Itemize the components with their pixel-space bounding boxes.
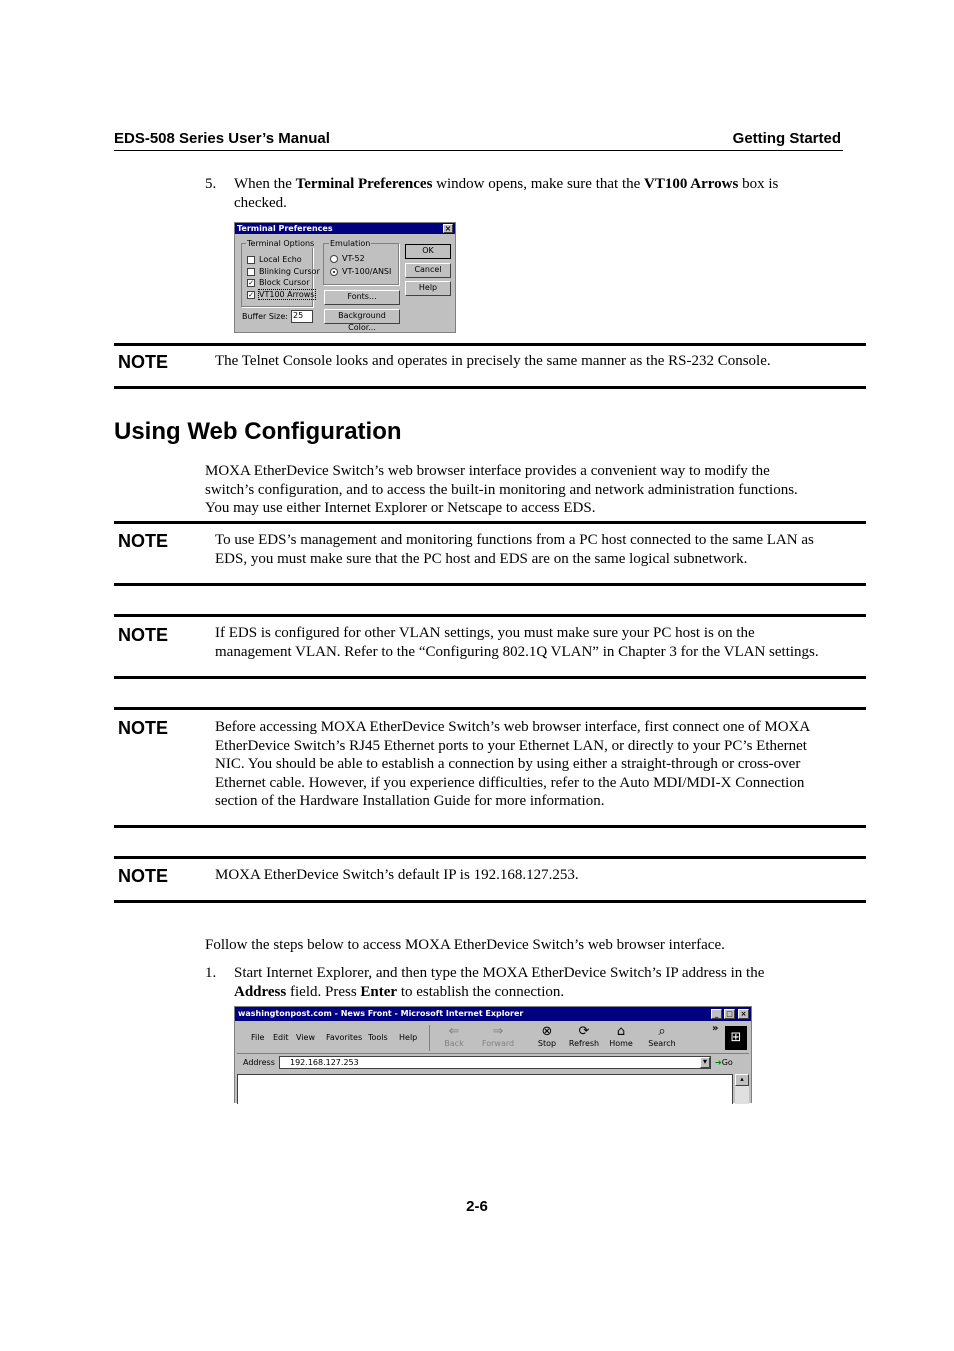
intro-line-1: MOXA EtherDevice Switch’s web browser interface provides a convenient way to modify the: [205, 463, 770, 479]
stop-icon: ⊗: [541, 1024, 553, 1039]
stop-label: Stop: [537, 1039, 557, 1048]
note-4-text: [215, 718, 865, 811]
step-1-line1: Start Internet Explorer, and then type the MOXA EtherDevice Switch’s IP address in the: [234, 965, 765, 981]
section-title: Using Web Configuration: [114, 418, 402, 445]
note-4-line-3: NIC. You should be able to establish a connection by using either a straight-through or cross-over: [215, 756, 801, 772]
local-echo-label: Local Echo: [259, 255, 302, 264]
note-4-top-rule: [114, 707, 866, 710]
vt100-ansi-radio[interactable]: [330, 268, 338, 276]
ie-titlebar: [235, 1007, 751, 1021]
note-3-label: NOTE: [118, 625, 169, 645]
go-label: Go: [721, 1058, 733, 1067]
buffer-size-input[interactable]: 25: [291, 310, 313, 323]
note-5-text: MOXA EtherDevice Switch’s default IP is 192.168.127.253.: [215, 867, 579, 883]
search-icon: ⌕: [658, 1024, 666, 1039]
note-1-label: NOTE: [118, 352, 169, 372]
ie-title: washingtonpost.com - News Front - Microsoft Internet Explorer: [238, 1009, 524, 1018]
note-2-bottom-rule: [114, 583, 866, 586]
terminal-options-label: Terminal Options: [247, 239, 315, 248]
back-label: Back: [444, 1039, 464, 1048]
note-4-line-1: Before accessing MOXA EtherDevice Switch’s web browser interface, first connect one of MOXA: [215, 719, 811, 735]
home-icon: ⌂: [616, 1024, 626, 1039]
local-echo-checkbox[interactable]: [247, 256, 255, 264]
ok-button[interactable]: OK: [405, 244, 451, 259]
step-1-post: to establish the connection.: [397, 983, 565, 1000]
step-5-mid: window opens, make sure that the: [432, 176, 645, 192]
cancel-button[interactable]: Cancel: [405, 263, 451, 278]
buffer-size-label: Buffer Size:: [242, 312, 288, 321]
windows-logo-icon: ⊞: [725, 1026, 747, 1050]
search-label: Search: [648, 1039, 676, 1048]
stop-button[interactable]: [528, 1025, 566, 1048]
refresh-button[interactable]: [565, 1025, 603, 1048]
note-2-line-1: To use EDS’s management and monitoring functions from a PC host connected to the same LAN as: [215, 532, 814, 548]
address-bar-divider: [237, 1053, 749, 1054]
step-1-number: 1.: [205, 965, 217, 981]
note-4-line-5: section of the Hardware Installation Guide for more information.: [215, 793, 605, 809]
step-5-post: box is: [738, 176, 779, 192]
maximize-icon[interactable]: □: [724, 1009, 735, 1019]
close-icon[interactable]: ×: [444, 224, 452, 233]
terminal-preferences-dialog: [234, 222, 456, 333]
step-5-bold-vt100: VT100 Arrows: [644, 176, 739, 192]
background-color-button[interactable]: Background Color...: [324, 309, 400, 324]
forward-label: Forward: [481, 1039, 515, 1048]
menu-help[interactable]: Help: [399, 1033, 418, 1042]
vt52-radio[interactable]: [330, 255, 338, 263]
page-number: 2-6: [466, 1198, 488, 1215]
menu-file[interactable]: File: [251, 1033, 265, 1042]
help-button[interactable]: Help: [405, 281, 451, 296]
dialog-title: Terminal Preferences: [237, 224, 333, 233]
note-1-text: The Telnet Console looks and operates in precisely the same manner as the RS-232 Console.: [215, 353, 771, 369]
go-button[interactable]: [715, 1056, 747, 1069]
note-1-top-rule: [114, 343, 866, 346]
note-4-line-2: EtherDevice Switch’s RJ45 Ethernet ports to your Ethernet LAN, or directly to your PC’s Ethernet: [215, 737, 807, 754]
address-dropdown-icon[interactable]: ▾: [700, 1057, 710, 1068]
forward-arrow-icon: ⇒: [492, 1024, 504, 1039]
step-1-text: [234, 964, 854, 1001]
menu-tools[interactable]: Tools: [368, 1033, 388, 1042]
dialog-titlebar: [235, 223, 455, 234]
step-1-bold-enter: Enter: [360, 983, 398, 1000]
note-2-label: NOTE: [118, 531, 169, 551]
emulation-label: Emulation: [330, 239, 371, 248]
step-1-mid: field. Press: [286, 983, 361, 1000]
note-3-bottom-rule: [114, 676, 866, 679]
note-1-bottom-rule: [114, 386, 866, 389]
address-label: Address: [243, 1058, 275, 1067]
home-button[interactable]: [602, 1025, 640, 1048]
chevron-icon[interactable]: »: [712, 1023, 719, 1034]
vt100-arrows-checkbox[interactable]: ✓: [248, 291, 254, 299]
step-5-line2: checked.: [234, 194, 287, 211]
refresh-label: Refresh: [568, 1039, 600, 1048]
note-5-bottom-rule: [114, 900, 866, 903]
note-4-label: NOTE: [118, 718, 169, 738]
internet-explorer-window: [234, 1006, 752, 1103]
back-arrow-icon: ⇐: [448, 1024, 460, 1039]
blinking-cursor-label: Blinking Cursor: [259, 267, 320, 276]
menu-favorites[interactable]: Favorites: [326, 1033, 363, 1042]
step-5-number: 5.: [205, 176, 217, 192]
note-5-top-rule: [114, 856, 866, 859]
follow-text: Follow the steps below to access MOXA EtherDevice Switch’s web browser interface.: [205, 937, 725, 953]
running-header-title: EDS-508 Series User’s Manual: [114, 130, 330, 147]
note-2-top-rule: [114, 521, 866, 524]
note-3-top-rule: [114, 614, 866, 617]
home-label: Home: [609, 1039, 633, 1048]
note-5-label: NOTE: [118, 866, 169, 886]
block-cursor-label: Block Cursor: [259, 278, 310, 287]
note-3-text: [215, 624, 865, 661]
close-icon[interactable]: ×: [738, 1009, 749, 1019]
vertical-scrollbar[interactable]: [735, 1074, 749, 1104]
note-4-bottom-rule: [114, 825, 866, 828]
menu-edit[interactable]: Edit: [273, 1033, 289, 1042]
running-header-section: Getting Started: [732, 130, 841, 147]
emulation-group: [323, 243, 399, 285]
note-4-line-4: Ethernet cable. However, if you experience difficulties, refer to the Auto MDI/MDI-X Connection: [215, 774, 805, 791]
note-2-text: [215, 531, 865, 568]
fonts-button[interactable]: Fonts...: [324, 290, 400, 305]
page-content-area[interactable]: [237, 1074, 733, 1104]
header-rule: [114, 150, 843, 151]
note-3-line-1: If EDS is configured for other VLAN settings, you must make sure your PC host is on the: [215, 625, 755, 641]
blinking-cursor-checkbox[interactable]: [247, 268, 255, 276]
intro-line-2: switch’s configuration, and to access the built-in monitoring and network administration functions.: [205, 481, 798, 498]
step-1-bold-address: Address: [234, 983, 287, 1000]
go-arrow-icon: ➔: [715, 1058, 722, 1067]
step-5-pre: When the: [234, 176, 296, 192]
vt100-arrows-label: VT100 Arrows: [259, 290, 315, 299]
search-button[interactable]: [643, 1025, 681, 1048]
minimize-icon[interactable]: _: [711, 1009, 722, 1019]
vt100-ansi-label: VT-100/ANSI: [342, 267, 392, 276]
menu-view[interactable]: View: [296, 1033, 315, 1042]
refresh-icon: ⟳: [578, 1024, 590, 1039]
toolbar-divider: [429, 1025, 430, 1051]
address-input[interactable]: 192.168.127.253: [279, 1056, 711, 1069]
scroll-up-icon[interactable]: ▴: [735, 1074, 749, 1086]
block-cursor-checkbox[interactable]: ✓: [248, 279, 254, 287]
forward-button[interactable]: [479, 1025, 517, 1048]
note-2-line-2: EDS, you must make sure that the PC host and EDS are on the same logical subnetwork.: [215, 550, 748, 567]
note-3-line-2: management VLAN. Refer to the “Configuring 802.1Q VLAN” in Chapter 3 for the VLAN settings.: [215, 643, 819, 660]
intro-paragraph: [205, 462, 855, 518]
step-5-bold-terminal: Terminal Preferences: [295, 176, 433, 192]
intro-line-3: You may use either Internet Explorer or Netscape to access EDS.: [205, 500, 596, 516]
step-1-line2: [234, 983, 854, 1002]
vt52-label: VT-52: [342, 254, 365, 263]
back-button[interactable]: [435, 1025, 473, 1048]
step-5-text: [234, 175, 844, 212]
